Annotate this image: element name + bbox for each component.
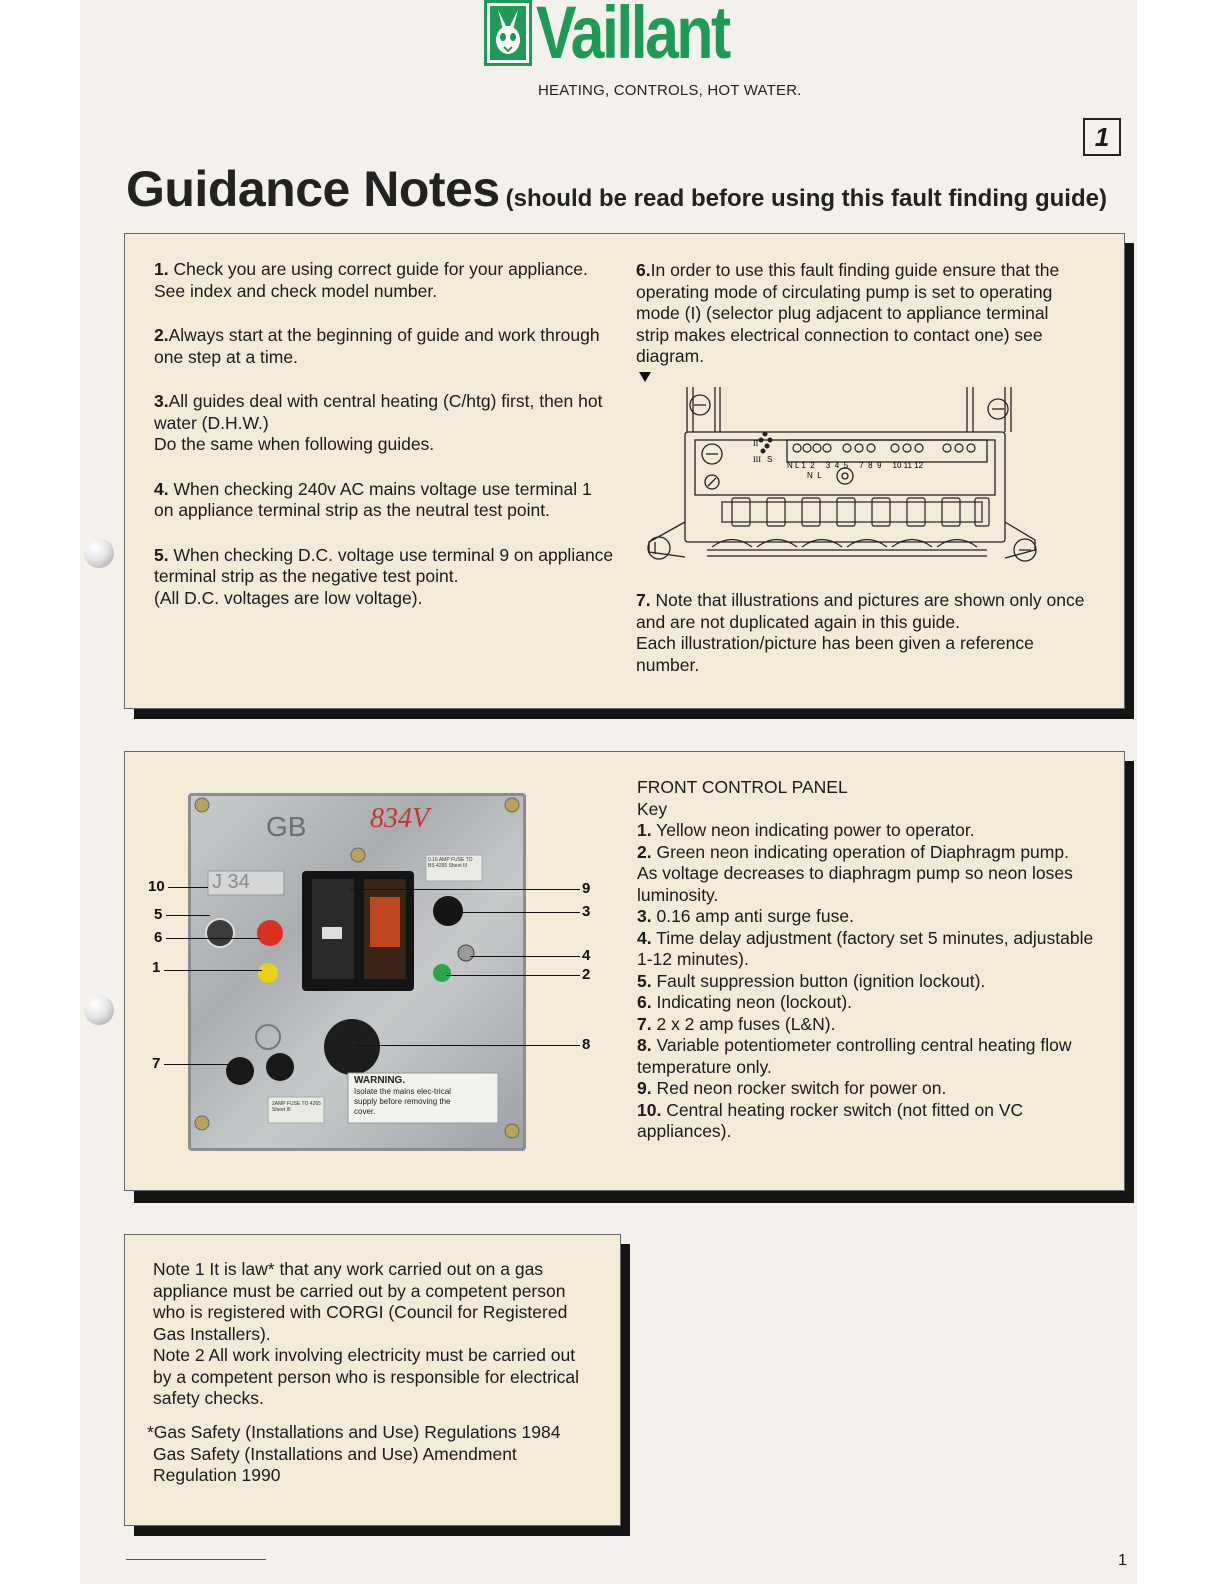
key-item-8: 8. Variable potentiometer controlling central heating flow temperature only. <box>637 1035 1072 1077</box>
regulation-1: *Gas Safety (Installations and Use) Regulations 1984 <box>147 1422 561 1442</box>
binder-hole <box>84 538 114 568</box>
binder-hole <box>84 995 114 1025</box>
brand-tagline: HEATING, CONTROLS, HOT WATER. <box>538 82 802 99</box>
guidance-item-6: 6.In order to use this fault finding guide ensure that the operating mode of circulating pump is set to operating mode (I) (selector plug adjacent to appliance terminal strip makes electrical connection to contact one) see diagram. <box>636 260 1060 366</box>
guidance-item-3: 3.All guides deal with central heating (C/htg) first, then hot water (D.H.W.) Do the same when following guides. <box>154 391 603 454</box>
leader-line <box>350 889 580 890</box>
callout-2: 2 <box>582 966 591 983</box>
marking-gb: GB <box>266 811 307 842</box>
key-item-9: 9. Red neon rocker switch for power on. <box>637 1078 947 1098</box>
title-subtitle: (should be read before using this fault finding guide) <box>505 185 1107 212</box>
fuse-holder-3 <box>433 896 463 926</box>
leader-line <box>166 938 260 939</box>
leader-line <box>446 975 580 976</box>
key-item-6: 6. Indicating neon (lockout). <box>637 992 853 1012</box>
fuse-holder-n <box>266 1053 294 1081</box>
vaillant-logo <box>484 0 771 74</box>
guidance-item-5: 5. When checking D.C. voltage use terminal 9 on appliance terminal strip as the negative test point. (All D.C. voltages are low voltage). <box>154 544 614 608</box>
time-delay-adjuster <box>458 945 474 961</box>
footer-page-number: 1 <box>1118 1552 1127 1569</box>
terminal-strip-diagram <box>637 372 1037 572</box>
terminal-nl-labels: N L <box>807 471 822 480</box>
key-item-10: 10. Central heating rocker switch (not fitted on VC appliances). <box>637 1099 1024 1141</box>
leader-line <box>168 887 208 888</box>
fault-suppression-button <box>206 919 234 947</box>
power-neon-yellow <box>258 963 278 983</box>
callout-9: 9 <box>582 880 591 897</box>
guidance-item-4: 4. When checking 240v AC mains voltage use terminal 1 on appliance terminal strip as the neutral test point. <box>154 478 592 520</box>
warning-text: Isolate the mains elec-trical supply before removing the cover. <box>354 1087 451 1116</box>
regulation-2: Gas Safety (Installations and Use) Amendment Regulation 1990 <box>153 1443 517 1485</box>
key-label: Key <box>637 798 668 819</box>
key-item-5: 5. Fault suppression button (ignition lockout). <box>637 970 986 991</box>
note-2: Note 2 All work involving electricity must be carried out by a competent person who is responsible for electrical safety checks. <box>153 1345 580 1408</box>
lockout-neon-red <box>257 920 283 946</box>
callout-8: 8 <box>582 1036 591 1053</box>
callout-3: 3 <box>582 903 591 920</box>
leader-line <box>164 970 262 971</box>
leader-line <box>166 915 210 916</box>
selector-mark-s: S <box>767 455 773 464</box>
key-item-2: 2. Green neon indicating operation of Diaphragm pump. As voltage decreases to diaphragm pump so neon loses luminosity. <box>637 841 1073 905</box>
callout-5: 5 <box>154 906 163 923</box>
guidance-item-7: 7. Note that illustrations and pictures are shown only once and are not duplicated again in this guide. Each illustration/picture has been given a reference number. <box>636 590 1085 675</box>
key-heading: FRONT CONTROL PANEL <box>637 777 848 797</box>
pointer-arrow-icon <box>639 372 651 382</box>
potentiometer-dial <box>324 1019 380 1075</box>
fuse-label-bottom: 2AMP FUSE TO 4265 Sheet III <box>272 1101 321 1113</box>
selector-mark-iii: III <box>753 455 761 464</box>
key-item-7: 7. 2 x 2 amp fuses (L&N). <box>637 1013 836 1034</box>
hare-logo-icon <box>484 0 532 66</box>
marking-handwritten-code: 834V <box>370 803 430 834</box>
page-title <box>126 160 1107 218</box>
guidance-item-1: 1. Check you are using correct guide for your appliance. See index and check model number. <box>154 259 588 301</box>
fuse-holder-l <box>226 1057 254 1085</box>
callout-6: 6 <box>154 929 163 946</box>
guidance-item-2: 2.Always start at the beginning of guide and work through one step at a time. <box>154 325 600 367</box>
leader-line <box>462 912 580 913</box>
guidance-panel <box>124 233 1125 709</box>
section-number-box: 1 <box>1083 118 1121 156</box>
key-item-1: 1. Yellow neon indicating power to operator. <box>637 820 975 840</box>
title-main: Guidance Notes <box>126 161 500 217</box>
footer-rule <box>126 1559 266 1560</box>
callout-4: 4 <box>582 947 591 964</box>
leader-line <box>470 956 580 957</box>
control-panel-key <box>637 777 1099 1143</box>
control-panel-photo <box>188 793 526 1151</box>
pump-neon-green <box>433 964 451 982</box>
marking-j: J 34 <box>212 871 250 893</box>
guidance-left-column <box>154 259 616 609</box>
legal-notes-panel <box>124 1234 621 1526</box>
callout-10: 10 <box>148 878 165 895</box>
leader-line <box>164 1064 236 1065</box>
note-1: Note 1 It is law* that any work carried out on a gas appliance must be carried out by a competent person who is registered with CORGI (Council for Registered Gas Installers). <box>153 1259 568 1344</box>
callout-1: 1 <box>152 959 161 976</box>
key-item-3: 3. 0.16 amp anti surge fuse. <box>637 906 854 926</box>
selector-mark-ii: II <box>753 439 759 448</box>
key-item-4: 4. Time delay adjustment (factory set 5 minutes, adjustable 1-12 minutes). <box>637 927 1094 969</box>
leader-line <box>356 1045 580 1046</box>
callout-7: 7 <box>152 1055 161 1072</box>
warning-title: WARNING. <box>354 1075 406 1086</box>
fuse-label-top: 0.16 AMP FUSE TO BS 4265 Sheet III <box>428 857 473 869</box>
terminal-number-labels: N L 1 2 3 4 5 7 8 9 10 11 12 <box>787 461 924 470</box>
brand-wordmark: Vaillant <box>536 0 729 74</box>
